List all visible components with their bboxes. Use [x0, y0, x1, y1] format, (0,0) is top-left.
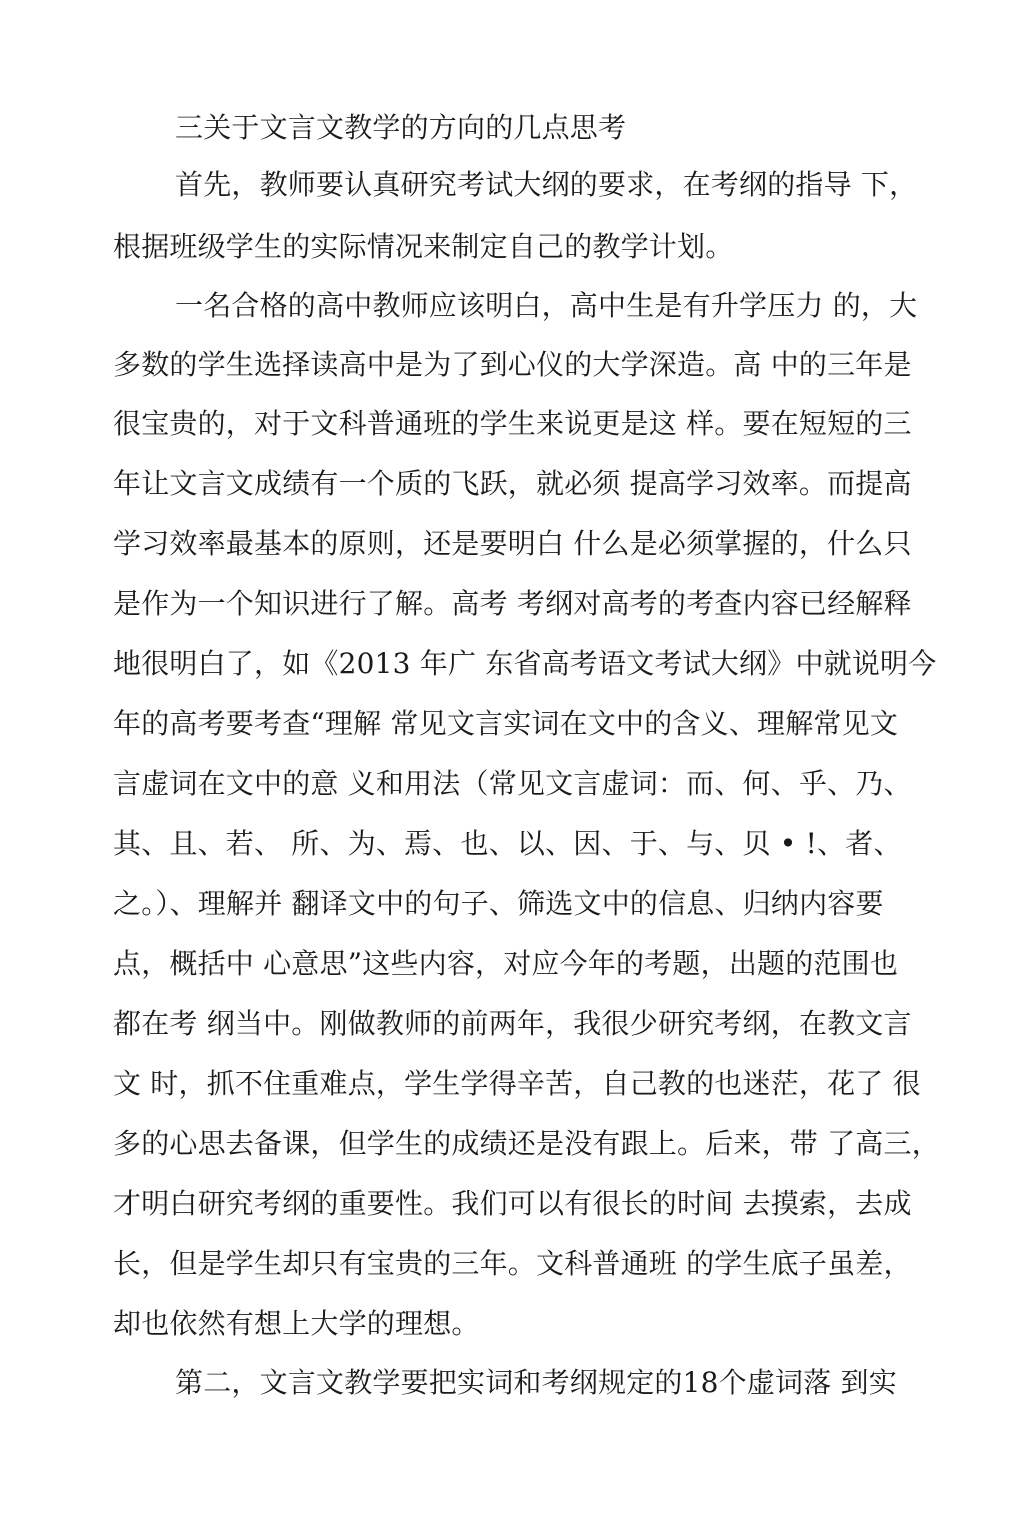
paragraph-line: 点，概括中 心意思”这些内容，对应今年的考题，出题的范围也: [113, 947, 899, 980]
paragraph-line: 根据班级学生的实际情况来制定自己的教学计划。: [113, 230, 734, 263]
paragraph-line: 多数的学生选择读高中是为了到心仪的大学深造。高 中的三年是: [113, 348, 912, 381]
paragraph-line: 才明白研究考纲的重要性。我们可以有很长的时间 去摸索，去成: [113, 1187, 912, 1220]
paragraph-line: 多的心思去备课，但学生的成绩还是没有跟上。后来，带 了高三，: [113, 1127, 940, 1160]
paragraph-line: 言虚词在文中的意 义和用法（常见文言虚词：而、何、乎、乃、: [113, 767, 912, 800]
paragraph-line: 其、且、若、 所、为、焉、也、以、因、于、与、贝 • !、者、: [113, 827, 902, 860]
paragraph-line: 却也依然有想上大学的理想。: [113, 1307, 480, 1340]
paragraph-line: 第二，文言文教学要把实词和考纲规定的18个虚词落 到实: [175, 1366, 897, 1399]
paragraph-line: 很宝贵的，对于文科普通班的学生来说更是这 样。要在短短的三: [113, 407, 912, 440]
paragraph-line: 学习效率最基本的原则，还是要明白 什么是必须掌握的，什么只: [113, 527, 912, 560]
paragraph-line: 长，但是学生却只有宝贵的三年。文科普通班 的学生底子虽差，: [113, 1247, 912, 1280]
paragraph-line: 首先，教师要认真研究考试大纲的要求，在考纲的指导 下，: [175, 168, 918, 201]
paragraph-line: 年的高考要考查“理解 常见文言实词在文中的含义、理解常见文: [113, 707, 899, 740]
paragraph-line: 是作为一个知识进行了解。高考 考纲对高考的考查内容已经解释: [113, 587, 912, 620]
paragraph-line: 都在考 纲当中。刚做教师的前两年，我很少研究考纲，在教文言: [113, 1007, 912, 1040]
paragraph-line: 年让文言文成绩有一个质的飞跃，就必须 提高学习效率。而提高: [113, 467, 912, 500]
paragraph-line: 文 时，抓不住重难点，学生学得辛苦，自己教的也迷茫，花了 很: [113, 1067, 921, 1100]
paragraph-line: 一名合格的高中教师应该明白，高中生是有升学压力 的，大: [175, 289, 918, 322]
paragraph-line: 之。）、理解并 翻译文中的句子、筛选文中的信息、归纳内容要: [113, 887, 884, 920]
section-heading: 三关于文言文教学的方向的几点思考: [175, 111, 627, 144]
paragraph-line: 地很明白了，如《2013 年广 东省高考语文考试大纲》中就说明今: [113, 647, 937, 680]
